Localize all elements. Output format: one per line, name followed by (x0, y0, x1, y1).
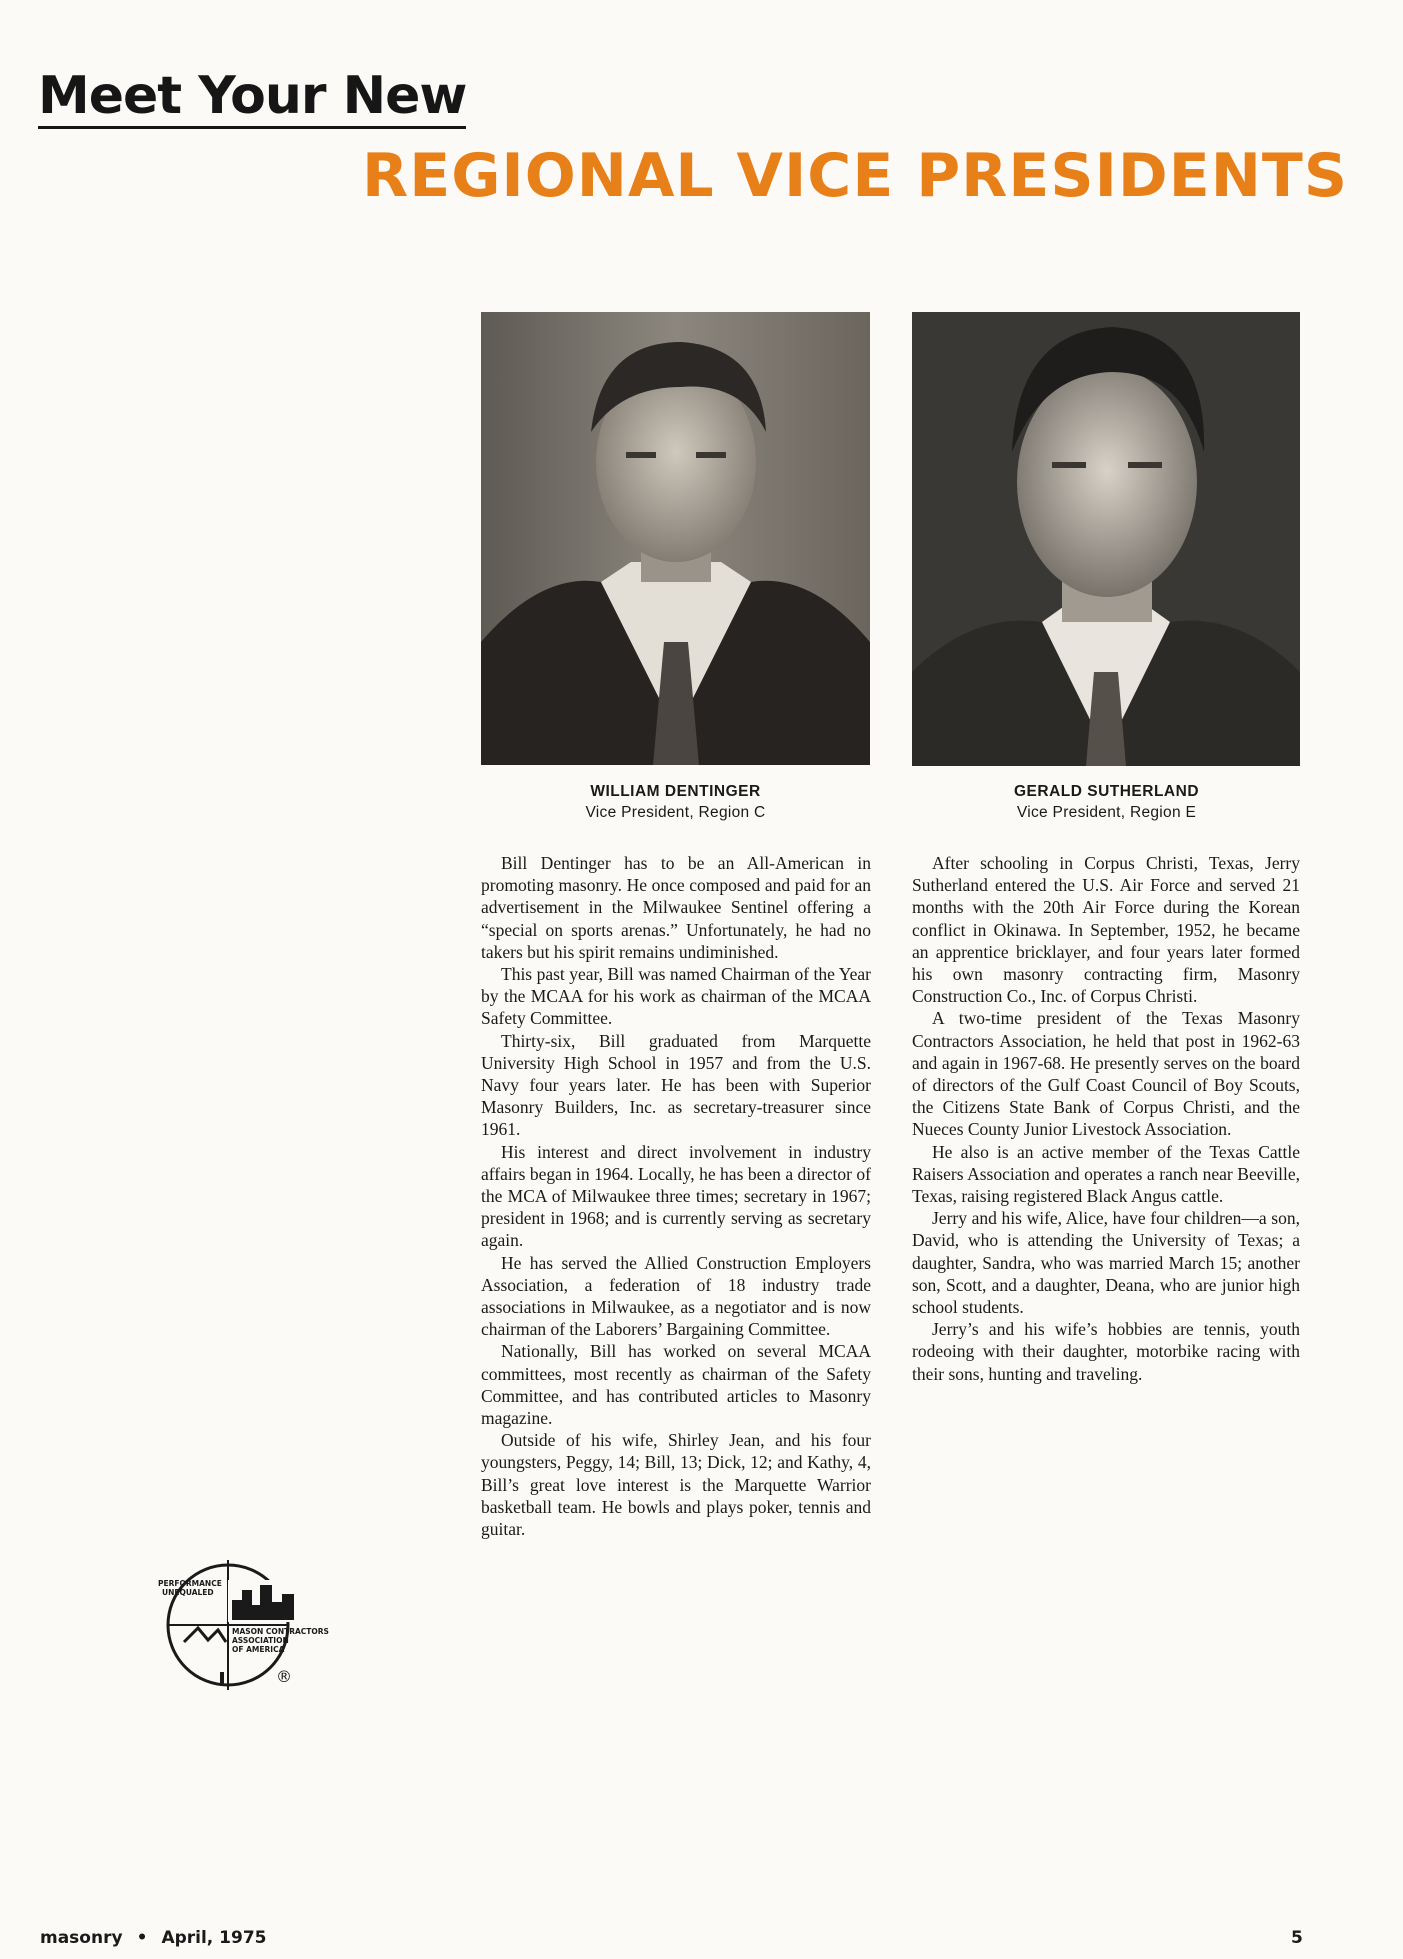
profile-title: Vice President, Region C (585, 804, 766, 821)
bio-paragraph: His interest and direct involvement in industry affairs began in 1964. Locally, he has been a director of the MCA of Milwaukee three times; secretary in 1967; president in 1968; and is currently serving as secretary again. (481, 1141, 871, 1251)
portrait-dentinger (481, 312, 870, 765)
footer-date: April, 1975 (161, 1928, 267, 1948)
footer-publication: masonry (40, 1928, 123, 1948)
footer-publication-line (40, 1928, 267, 1948)
footer-bullet: • (136, 1928, 148, 1948)
bio-paragraph: Jerry’s and his wife’s hobbies are tennis, youth rodeoing with their daughter, motorbike racing with their sons, hunting and traveling. (912, 1319, 1300, 1384)
portrait-sutherland (912, 312, 1300, 766)
mcaa-logo (156, 1550, 331, 1700)
bio-paragraph: Nationally, Bill has worked on several MCAA committees, most recently as chairman of the Safety Committee, and has contributed articles to Masonry magazine. (481, 1341, 871, 1429)
kicker-title: Meet Your New (38, 70, 466, 129)
logo-org-1: MASON CONTRACTORS (232, 1627, 329, 1636)
bio-column-sutherland (912, 852, 1300, 1385)
profile-name: WILLIAM DENTINGER (590, 783, 761, 800)
bio-column-dentinger (481, 852, 871, 1540)
logo-org-3: OF AMERICA (232, 1645, 285, 1654)
profile-title: Vice President, Region E (1016, 804, 1197, 821)
bio-paragraph: Bill Dentinger has to be an All-American in promoting masonry. He once composed and paid for an advertisement in the Milwaukee Sentinel offering a “special on sports arenas.” Unfortunately, he had no takers but his spirit remains undiminished. (481, 853, 871, 962)
bio-paragraph: Thirty-six, Bill graduated from Marquette University High School in 1957 and from the U.S. Navy four years later. He has been with Superior Masonry Builders, Inc. as secretary-treasurer since 1961. (481, 1030, 871, 1140)
bio-paragraph: A two-time president of the Texas Masonry Contractors Association, he held that post in 1962-63 and again in 1967-68. He presently serves on the board of directors of the Gulf Coast Council of Boy Scouts, the Citizens State Bank of Corpus Christi, and the Nueces County Junior Livestock Association. (912, 1008, 1300, 1140)
page-number: 5 (1291, 1928, 1303, 1948)
bio-paragraph: Outside of his wife, Shirley Jean, and his four youngsters, Peggy, 14; Bill, 13; Dick, 12; and Kathy, 4, Bill’s great love interest is the Marquette Warrior basketball team. He bowls and plays poker, tennis and guitar. (481, 1430, 871, 1540)
logo-tagline-2: UNEQUALED (162, 1588, 214, 1597)
registered-mark: ® (276, 1667, 292, 1686)
bio-paragraph: He has served the Allied Construction Employers Association, a federation of 18 industry trade associations in Milwaukee, as a negotiator and is now chairman of the Laborers’ Bargaining Committee. (481, 1252, 871, 1340)
bio-paragraph: This past year, Bill was named Chairman of the Year by the MCAA for his work as chairman of the MCAA Safety Committee. (481, 964, 871, 1029)
page-headline: REGIONAL VICE PRESIDENTS (362, 141, 1349, 211)
bio-paragraph: After schooling in Corpus Christi, Texas, Jerry Sutherland entered the U.S. Air Force and served 21 months with the 20th Air Force during the Korean conflict in Okinawa. In September, 1952, he became an apprentice bricklayer, and four years later formed his own masonry contracting firm, Masonry Construction Co., Inc. of Corpus Christi. (912, 853, 1300, 1007)
logo-org-2: ASSOCIATION (232, 1636, 289, 1645)
profile-name: GERALD SUTHERLAND (1013, 783, 1200, 800)
bio-paragraph: He also is an active member of the Texas Cattle Raisers Association and operates a ranch near Beeville, Texas, raising registered Black Angus cattle. (912, 1141, 1300, 1207)
logo-tagline-1: PERFORMANCE (158, 1579, 222, 1588)
caption-dentinger (481, 781, 870, 823)
caption-sutherland (912, 781, 1301, 823)
bio-paragraph: Jerry and his wife, Alice, have four children—a son, David, who is attending the University of Texas; a daughter, Sandra, who was married March 15; another son, Scott, and a daughter, Deana, who are junior high school students. (912, 1208, 1300, 1318)
